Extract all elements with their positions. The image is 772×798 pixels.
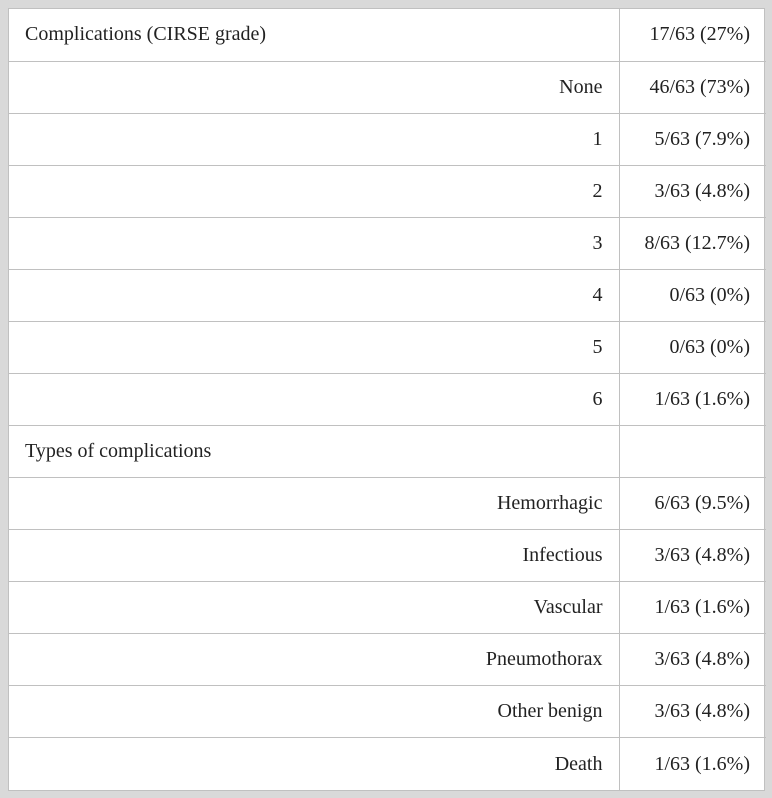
row-label: Other benign xyxy=(9,686,619,738)
row-value: 3/63 (4.8%) xyxy=(619,634,766,686)
row-value: 17/63 (27%) xyxy=(619,9,766,61)
table-row xyxy=(9,113,766,165)
table-row xyxy=(9,686,766,738)
table-row xyxy=(9,269,766,321)
table-row-section-cirse xyxy=(9,9,766,61)
row-label: 4 xyxy=(9,269,619,321)
row-value: 1/63 (1.6%) xyxy=(619,738,766,790)
row-value: 0/63 (0%) xyxy=(619,269,766,321)
complications-table-frame xyxy=(8,8,765,791)
row-label: Infectious xyxy=(9,530,619,582)
table-row-section-types xyxy=(9,426,766,478)
table-row xyxy=(9,582,766,634)
table-row xyxy=(9,634,766,686)
row-value: 8/63 (12.7%) xyxy=(619,217,766,269)
row-label: Hemorrhagic xyxy=(9,478,619,530)
row-label: 1 xyxy=(9,113,619,165)
row-label: Vascular xyxy=(9,582,619,634)
row-value: 0/63 (0%) xyxy=(619,321,766,373)
table-row xyxy=(9,217,766,269)
row-label: 6 xyxy=(9,373,619,425)
row-value: 6/63 (9.5%) xyxy=(619,478,766,530)
table-row xyxy=(9,61,766,113)
table-row xyxy=(9,478,766,530)
row-value: 3/63 (4.8%) xyxy=(619,165,766,217)
row-label: Types of complications xyxy=(9,426,619,478)
table-row xyxy=(9,738,766,790)
row-label: None xyxy=(9,61,619,113)
row-value: 5/63 (7.9%) xyxy=(619,113,766,165)
table-row xyxy=(9,530,766,582)
row-value xyxy=(619,426,766,478)
row-label: Complications (CIRSE grade) xyxy=(9,9,619,61)
table-row xyxy=(9,373,766,425)
row-label: 3 xyxy=(9,217,619,269)
row-value: 46/63 (73%) xyxy=(619,61,766,113)
row-label: 2 xyxy=(9,165,619,217)
row-value: 3/63 (4.8%) xyxy=(619,686,766,738)
table-row xyxy=(9,165,766,217)
row-label: Pneumothorax xyxy=(9,634,619,686)
complications-table xyxy=(9,9,766,790)
row-value: 1/63 (1.6%) xyxy=(619,582,766,634)
row-label: Death xyxy=(9,738,619,790)
row-value: 1/63 (1.6%) xyxy=(619,373,766,425)
row-value: 3/63 (4.8%) xyxy=(619,530,766,582)
table-row xyxy=(9,321,766,373)
row-label: 5 xyxy=(9,321,619,373)
